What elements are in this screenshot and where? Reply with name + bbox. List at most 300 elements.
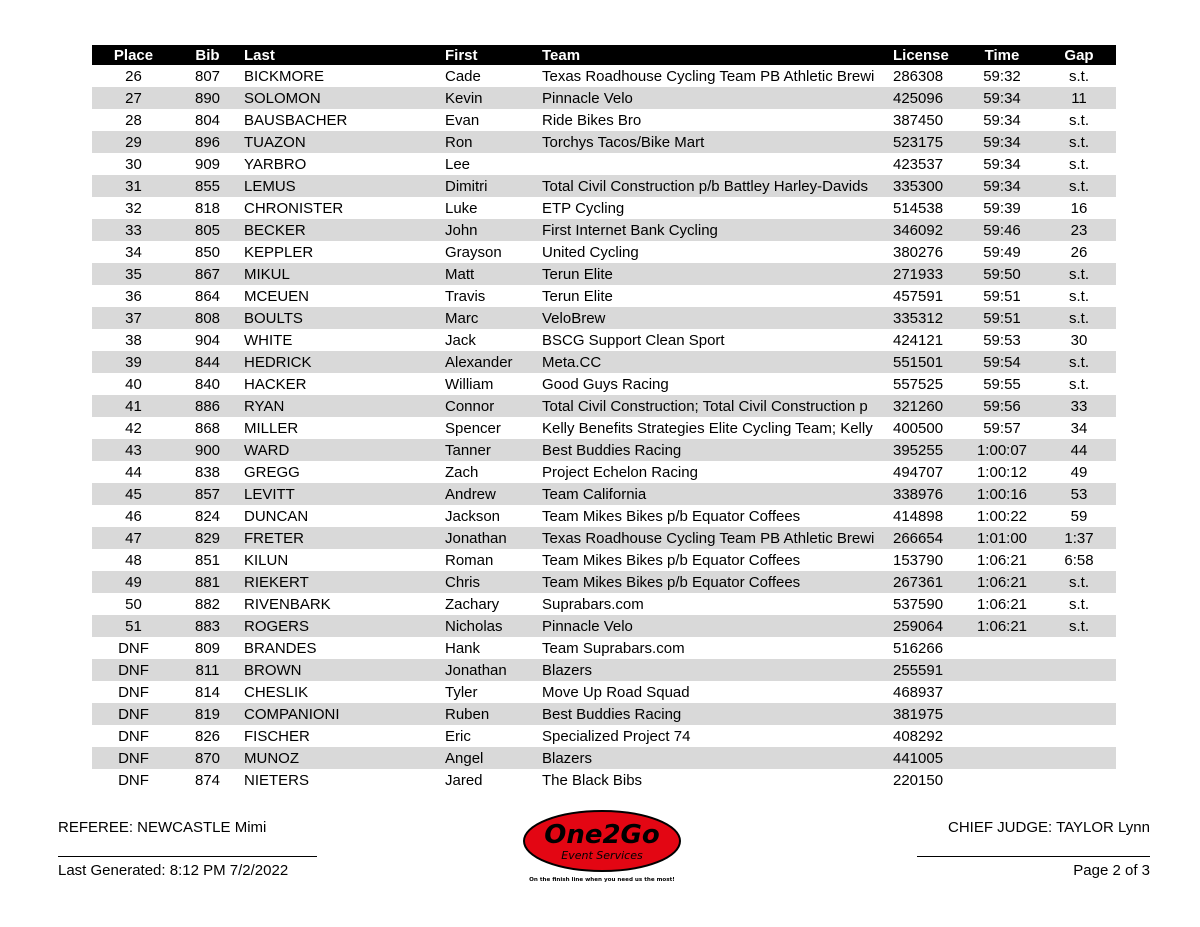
cell-bib: 868 [194,419,221,437]
cell-last: LEVITT [240,483,441,505]
results-table [92,45,1116,791]
col-header-first: First [441,45,538,65]
cell-gap [1042,681,1116,703]
cell-first: Zachary [445,595,500,613]
cell-time: 59:57 [983,419,1021,437]
cell-team: The Black Bibs [542,771,643,789]
table-row [92,395,1116,417]
table-row [92,747,1116,769]
cell-gap: 59 [1070,507,1088,525]
cell-last: LEMUS [240,175,441,197]
cell-gap: s.t. [1068,375,1089,393]
table-row [92,219,1116,241]
cell-place: 46 [125,507,142,525]
cell-license: 266654 [889,527,962,549]
table-row [92,65,1116,87]
cell-first: Evan [445,111,480,129]
cell-place: 43 [92,439,175,461]
cell-license: 259064 [889,615,962,637]
cell-team: Good Guys Racing [542,375,669,393]
cell-team: First Internet Bank Cycling [538,219,889,241]
table-row [92,527,1116,549]
col-header-bib: Bib [175,45,240,65]
cell-time [962,659,1042,681]
cell-time [962,637,1042,659]
cell-time [962,725,1042,747]
cell-gap: s.t. [1042,571,1116,593]
cell-team: Texas Roadhouse Cycling Team PB Athletic Brewi [538,527,889,549]
table-row [92,241,1116,263]
cell-license: 551501 [889,351,962,373]
cell-time: 59:34 [962,87,1042,109]
cell-team: Specialized Project 74 [542,727,691,745]
cell-time: 59:34 [983,111,1021,129]
cell-place: 32 [125,199,142,217]
cell-time: 1:01:00 [962,527,1042,549]
cell-license: 514538 [893,199,944,217]
cell-first: Jared [445,771,483,789]
cell-last: DUNCAN [244,507,309,525]
cell-last: MCEUEN [244,287,310,305]
table-row [92,593,1116,615]
cell-time: 59:51 [983,287,1021,305]
table-row [92,197,1116,219]
cell-gap: 6:58 [1064,551,1094,569]
referee-label: REFEREE: NEWCASTLE Mimi [58,819,267,836]
cell-first: Jack [445,331,476,349]
cell-last: MIKUL [240,263,441,285]
table-row [92,373,1116,395]
cell-last: BICKMORE [244,67,325,85]
cell-bib: 851 [194,551,221,569]
cell-bib: 882 [194,595,221,613]
cell-license: 267361 [889,571,962,593]
cell-gap: 26 [1070,243,1088,261]
cell-place: 30 [125,155,142,173]
cell-first: Hank [445,639,481,657]
cell-team: Terun Elite [542,287,613,305]
cell-gap: 11 [1042,87,1116,109]
cell-place: 33 [92,219,175,241]
cell-license: 423537 [893,155,944,173]
cell-bib: 850 [194,243,221,261]
cell-gap: 1:37 [1042,527,1116,549]
cell-time: 59:55 [983,375,1021,393]
cell-last: SOLOMON [240,87,441,109]
cell-last: BRANDES [244,639,317,657]
cell-first: Chris [441,571,538,593]
cell-time: 1:00:16 [962,483,1042,505]
cell-bib: 890 [175,87,240,109]
cell-first: Jonathan [441,527,538,549]
cell-last: KILUN [244,551,289,569]
cell-time: 59:50 [962,263,1042,285]
logo-name: One2Go [544,820,660,850]
cell-place: DNF [118,771,149,789]
cell-time: 1:06:21 [976,595,1028,613]
cell-gap [1042,659,1116,681]
cell-bib: 804 [194,111,221,129]
col-header-license: License [889,45,962,65]
cell-gap: s.t. [1068,111,1089,129]
cell-first: Eric [445,727,471,745]
cell-time: 59:53 [983,331,1021,349]
cell-gap: 23 [1042,219,1116,241]
cell-license: 220150 [893,771,944,789]
cell-bib: 824 [194,507,221,525]
cell-last: TUAZON [240,131,441,153]
cell-last: RYAN [240,395,441,417]
cell-place: 39 [92,351,175,373]
table-row [92,307,1116,329]
cell-place: 38 [125,331,142,349]
cell-last: RIVENBARK [244,595,331,613]
cell-gap: 33 [1042,395,1116,417]
cell-last: MUNOZ [240,747,441,769]
cell-time [962,703,1042,725]
cell-last: WHITE [244,331,293,349]
table-row [92,109,1116,131]
cell-license: 424121 [893,331,944,349]
table-row [92,505,1116,527]
cell-bib: 840 [194,375,221,393]
cell-place: 49 [92,571,175,593]
cell-place: 41 [92,395,175,417]
cell-license: 441005 [889,747,962,769]
chief-judge-label: CHIEF JUDGE: TAYLOR Lynn [948,819,1150,836]
cell-first: Jonathan [441,659,538,681]
cell-team: Texas Roadhouse Cycling Team PB Athletic Brewi [542,67,875,85]
cell-time: 59:34 [962,175,1042,197]
cell-gap [1042,725,1116,747]
cell-place: DNF [118,639,149,657]
cell-license: 321260 [889,395,962,417]
cell-bib: 805 [175,219,240,241]
table-row [92,769,1116,791]
cell-last: FRETER [240,527,441,549]
table-row [92,153,1116,175]
cell-place: DNF [92,703,175,725]
cell-bib: 881 [175,571,240,593]
cell-gap: s.t. [1042,131,1116,153]
cell-first: Zach [445,463,479,481]
cell-team: BSCG Support Clean Sport [542,331,725,349]
cell-first: John [441,219,538,241]
cell-place: 37 [92,307,175,329]
cell-team: Move Up Road Squad [542,683,690,701]
cell-bib: 844 [175,351,240,373]
cell-license: 557525 [893,375,944,393]
cell-time: 1:00:22 [976,507,1028,525]
cell-team: Total Civil Construction p/b Battley Harley-Davids [538,175,889,197]
cell-last: CHESLIK [244,683,309,701]
cell-team: Blazers [538,747,889,769]
cell-last: BAUSBACHER [244,111,348,129]
cell-place: 27 [92,87,175,109]
cell-bib: 874 [194,771,221,789]
cell-license: 380276 [893,243,944,261]
cell-license: 395255 [889,439,962,461]
cell-last: BECKER [240,219,441,241]
cell-bib: 855 [175,175,240,197]
cell-team: Team Mikes Bikes p/b Equator Coffees [542,507,801,525]
cell-first: Lee [445,155,471,173]
cell-last: NIETERS [244,771,310,789]
cell-first: Kevin [441,87,538,109]
cell-bib: 904 [194,331,221,349]
cell-last: KEPPLER [244,243,314,261]
cell-place: 29 [92,131,175,153]
table-row [92,87,1116,109]
page-number: Page 2 of 3 [1073,862,1150,879]
cell-bib: 857 [175,483,240,505]
table-row [92,175,1116,197]
cell-first: Connor [441,395,538,417]
cell-team: Team Mikes Bikes p/b Equator Coffees [538,571,889,593]
cell-place: 31 [92,175,175,197]
cell-first: Grayson [445,243,502,261]
table-row [92,483,1116,505]
cell-team: Blazers [538,659,889,681]
cell-place: DNF [118,683,149,701]
table-row [92,659,1116,681]
cell-license: 286308 [893,67,944,85]
cell-gap: s.t. [1068,595,1089,613]
cell-place: 45 [92,483,175,505]
cell-place: 42 [125,419,142,437]
cell-time: 59:39 [983,199,1021,217]
cell-first: Luke [445,199,478,217]
cell-first: William [445,375,494,393]
cell-time: 1:06:21 [976,551,1028,569]
cell-bib: 838 [194,463,221,481]
cell-license: 338976 [889,483,962,505]
one2go-logo [522,810,682,884]
cell-team: Best Buddies Racing [538,703,889,725]
cell-license: 425096 [889,87,962,109]
cell-place: 40 [125,375,142,393]
cell-bib: 864 [194,287,221,305]
cell-last: WARD [240,439,441,461]
cell-bib: 883 [175,615,240,637]
cell-last: FISCHER [244,727,310,745]
cell-license: 537590 [893,595,944,613]
cell-place: 28 [125,111,142,129]
table-row [92,263,1116,285]
cell-gap: s.t. [1068,155,1089,173]
cell-last: MILLER [244,419,299,437]
cell-team: Terun Elite [538,263,889,285]
cell-last: CHRONISTER [244,199,344,217]
cell-bib: 807 [194,67,221,85]
cell-time [962,769,1042,791]
cell-time: 1:06:21 [962,615,1042,637]
cell-team: Project Echelon Racing [542,463,698,481]
table-row [92,549,1116,571]
cell-time: 59:34 [962,131,1042,153]
cell-gap: 44 [1042,439,1116,461]
cell-first: Angel [441,747,538,769]
header-row [92,45,1116,65]
cell-bib: 867 [175,263,240,285]
cell-team: Best Buddies Racing [538,439,889,461]
cell-gap: s.t. [1042,263,1116,285]
cell-license: 255591 [889,659,962,681]
cell-first: Matt [441,263,538,285]
cell-gap: 16 [1070,199,1088,217]
table-row [92,725,1116,747]
cell-bib: 809 [194,639,221,657]
cell-first: Tyler [445,683,478,701]
cell-last: HACKER [244,375,307,393]
cell-first: Ruben [441,703,538,725]
cell-team: Pinnacle Velo [538,615,889,637]
cell-time: 59:54 [962,351,1042,373]
cell-license: 381975 [889,703,962,725]
cell-license: 400500 [893,419,944,437]
cell-team: Pinnacle Velo [538,87,889,109]
cell-team: Team Mikes Bikes p/b Equator Coffees [542,551,801,569]
cell-license: 335300 [889,175,962,197]
cell-last: RIEKERT [240,571,441,593]
cell-last: GREGG [244,463,300,481]
col-header-place: Place [92,45,175,65]
cell-first: Alexander [441,351,538,373]
cell-license: 414898 [893,507,944,525]
cell-bib: 900 [175,439,240,461]
table-row [92,351,1116,373]
cell-first: Jackson [445,507,501,525]
cell-team: Torchys Tacos/Bike Mart [538,131,889,153]
cell-bib: 909 [194,155,221,173]
cell-bib: 818 [194,199,221,217]
cell-place: DNF [92,659,175,681]
cell-gap: s.t. [1042,351,1116,373]
cell-team: Meta.CC [538,351,889,373]
table-row [92,329,1116,351]
cell-first: Roman [445,551,494,569]
cell-place: 36 [125,287,142,305]
cell-gap: 34 [1070,419,1088,437]
col-header-last: Last [240,45,441,65]
cell-first: Ron [441,131,538,153]
table-row [92,461,1116,483]
results-body [92,65,1116,791]
table-row [92,131,1116,153]
cell-last: HEDRICK [240,351,441,373]
cell-bib: 808 [175,307,240,329]
cell-place: 34 [125,243,142,261]
cell-bib: 826 [194,727,221,745]
cell-license: 346092 [889,219,962,241]
cell-place: 51 [92,615,175,637]
col-header-time: Time [962,45,1042,65]
cell-team: VeloBrew [538,307,889,329]
cell-team: Total Civil Construction; Total Civil Construction p [538,395,889,417]
cell-time [962,681,1042,703]
cell-first: Dimitri [441,175,538,197]
cell-license: 468937 [893,683,944,701]
col-header-gap: Gap [1042,45,1116,65]
cell-time: 59:46 [962,219,1042,241]
cell-license: 494707 [893,463,944,481]
cell-license: 523175 [889,131,962,153]
table-row [92,417,1116,439]
cell-license: 516266 [893,639,944,657]
table-row [92,571,1116,593]
cell-gap: s.t. [1068,67,1089,85]
cell-time: 59:49 [983,243,1021,261]
cell-first: Tanner [441,439,538,461]
cell-team: ETP Cycling [542,199,625,217]
last-generated: Last Generated: 8:12 PM 7/2/2022 [58,862,289,879]
cell-license: 271933 [889,263,962,285]
cell-bib: 886 [175,395,240,417]
cell-bib: 896 [175,131,240,153]
cell-time: 1:00:12 [976,463,1028,481]
cell-time: 59:56 [962,395,1042,417]
cell-team: Suprabars.com [542,595,644,613]
cell-license: 457591 [893,287,944,305]
cell-place: 44 [125,463,142,481]
table-row [92,439,1116,461]
cell-gap [1042,769,1116,791]
cell-gap: 49 [1070,463,1088,481]
cell-last: BROWN [240,659,441,681]
logo-subtitle: Event Services [561,849,643,862]
table-row [92,615,1116,637]
cell-license: 335312 [889,307,962,329]
cell-gap: 30 [1070,331,1088,349]
cell-first: Travis [445,287,486,305]
cell-place: 48 [125,551,142,569]
cell-last: ROGERS [240,615,441,637]
cell-first: Cade [445,67,481,85]
cell-place: 26 [125,67,142,85]
cell-first: Spencer [445,419,501,437]
cell-bib: 811 [175,659,240,681]
cell-place: 47 [92,527,175,549]
cell-license: 387450 [893,111,944,129]
referee-signature-line [58,856,317,857]
cell-team: Kelly Benefits Strategies Elite Cycling Team; Kelly [542,419,873,437]
cell-time [962,747,1042,769]
cell-team: Team California [538,483,889,505]
cell-place: 50 [125,595,142,613]
cell-last: BOULTS [240,307,441,329]
cell-time: 59:51 [962,307,1042,329]
cell-last: YARBRO [244,155,307,173]
cell-first: Nicholas [441,615,538,637]
table-row [92,703,1116,725]
cell-license: 408292 [893,727,944,745]
cell-place: 35 [92,263,175,285]
col-header-team: Team [538,45,889,65]
cell-gap [1042,747,1116,769]
cell-gap: s.t. [1068,287,1089,305]
cell-place: DNF [92,747,175,769]
cell-time: 59:34 [983,155,1021,173]
cell-first: Andrew [441,483,538,505]
cell-place: DNF [118,727,149,745]
cell-time: 1:06:21 [962,571,1042,593]
cell-license: 153790 [893,551,944,569]
cell-gap [1042,703,1116,725]
cell-gap: s.t. [1042,615,1116,637]
table-row [92,637,1116,659]
cell-gap: s.t. [1042,175,1116,197]
cell-gap: s.t. [1042,307,1116,329]
